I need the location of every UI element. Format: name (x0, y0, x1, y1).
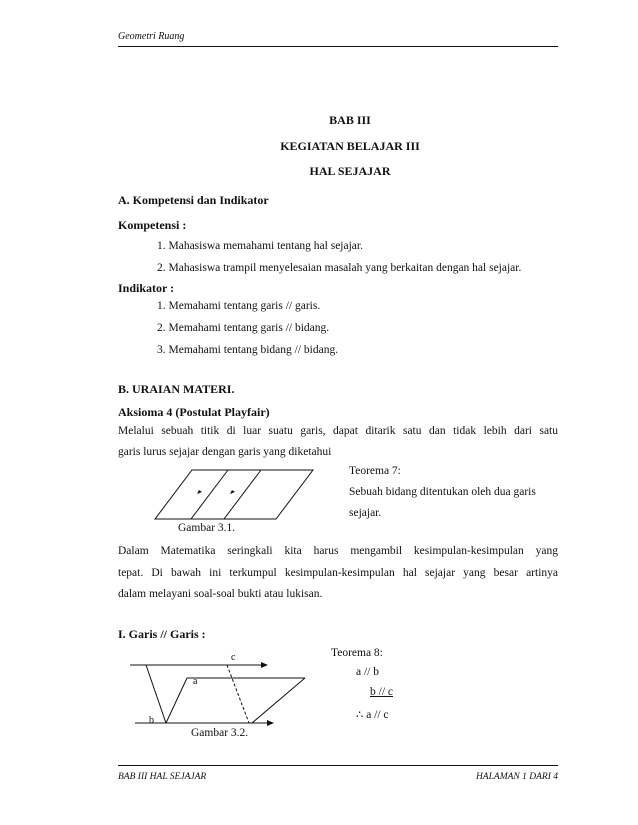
footer-rule (118, 765, 558, 766)
section-b-heading: B. URAIAN MATERI. (118, 382, 235, 396)
paragraph-1-line-2: garis lurus sejajar dengan garis yang diketahui (118, 446, 332, 458)
teorema-8-title: Teorema 8: (331, 647, 383, 659)
kompetensi-item-1: 1. Mahasiswa memahami tentang hal sejajar. (157, 240, 363, 252)
running-header: Geometri Ruang (118, 31, 185, 42)
teorema-7-line-1: Sebuah bidang ditentukan oleh dua garis (349, 486, 536, 498)
figure-3-2-diagram (130, 655, 330, 735)
indikator-label: Indikator : (118, 281, 175, 295)
teorema-7-line-2: sejajar. (349, 507, 382, 519)
kompetensi-item-2: 2. Mahasiswa trampil menyelesaian masalah yang berkaitan dengan hal sejajar. (157, 262, 522, 274)
footer-page-number: HALAMAN 1 DARI 4 (475, 772, 558, 782)
aksioma-title: Aksioma 4 (Postulat Playfair) (118, 405, 270, 419)
teorema-8-line-1: a // b (356, 666, 379, 678)
kompetensi-label: Kompetensi : (118, 218, 187, 232)
section-a-heading: A. Kompetensi dan Indikator (118, 193, 269, 207)
figure-3-2-label-a: a (193, 676, 198, 687)
header-rule (118, 46, 558, 47)
figure-3-2-caption: Gambar 3.2. (191, 727, 249, 739)
paragraph-1-line-1: Melalui sebuah titik di luar suatu garis, dapat ditarik satu dan tidak lebih dari satu (118, 425, 558, 437)
chapter-number: BAB III (329, 113, 371, 127)
footer-left: BAB III HAL SEJAJAR (118, 772, 207, 782)
figure-3-1-caption: Gambar 3.1. (178, 522, 236, 534)
paragraph-2-line-1: Dalam Matematika seringkali kita harus mengambil kesimpulan-kesimpulan yang (118, 545, 558, 557)
chapter-title: HAL SEJAJAR (309, 164, 391, 178)
indikator-item-3: 3. Memahami tentang bidang // bidang. (157, 344, 339, 356)
teorema-8-line-2: b // c (370, 686, 393, 698)
paragraph-2-line-3: dalam melayani soal-soal bukti atau lukisan. (118, 588, 323, 600)
teorema-8-conclusion: ∴ a // c (356, 709, 389, 721)
figure-3-2-label-b: b (149, 715, 154, 726)
chapter-subtitle: KEGIATAN BELAJAR III (280, 139, 420, 153)
indikator-item-2: 2. Memahami tentang garis // bidang. (157, 322, 330, 334)
figure-3-2-label-c: c (231, 652, 236, 663)
figure-3-1-parallelogram (155, 470, 315, 520)
section-i-heading: I. Garis // Garis : (118, 627, 206, 641)
paragraph-2-line-2: tepat. Di bawah ini terkumpul kesimpulan-kesimpulan hal sejajar yang besar artinya (118, 567, 558, 579)
indikator-item-1: 1. Memahami tentang garis // garis. (157, 300, 321, 312)
teorema-7-title: Teorema 7: (349, 465, 401, 477)
